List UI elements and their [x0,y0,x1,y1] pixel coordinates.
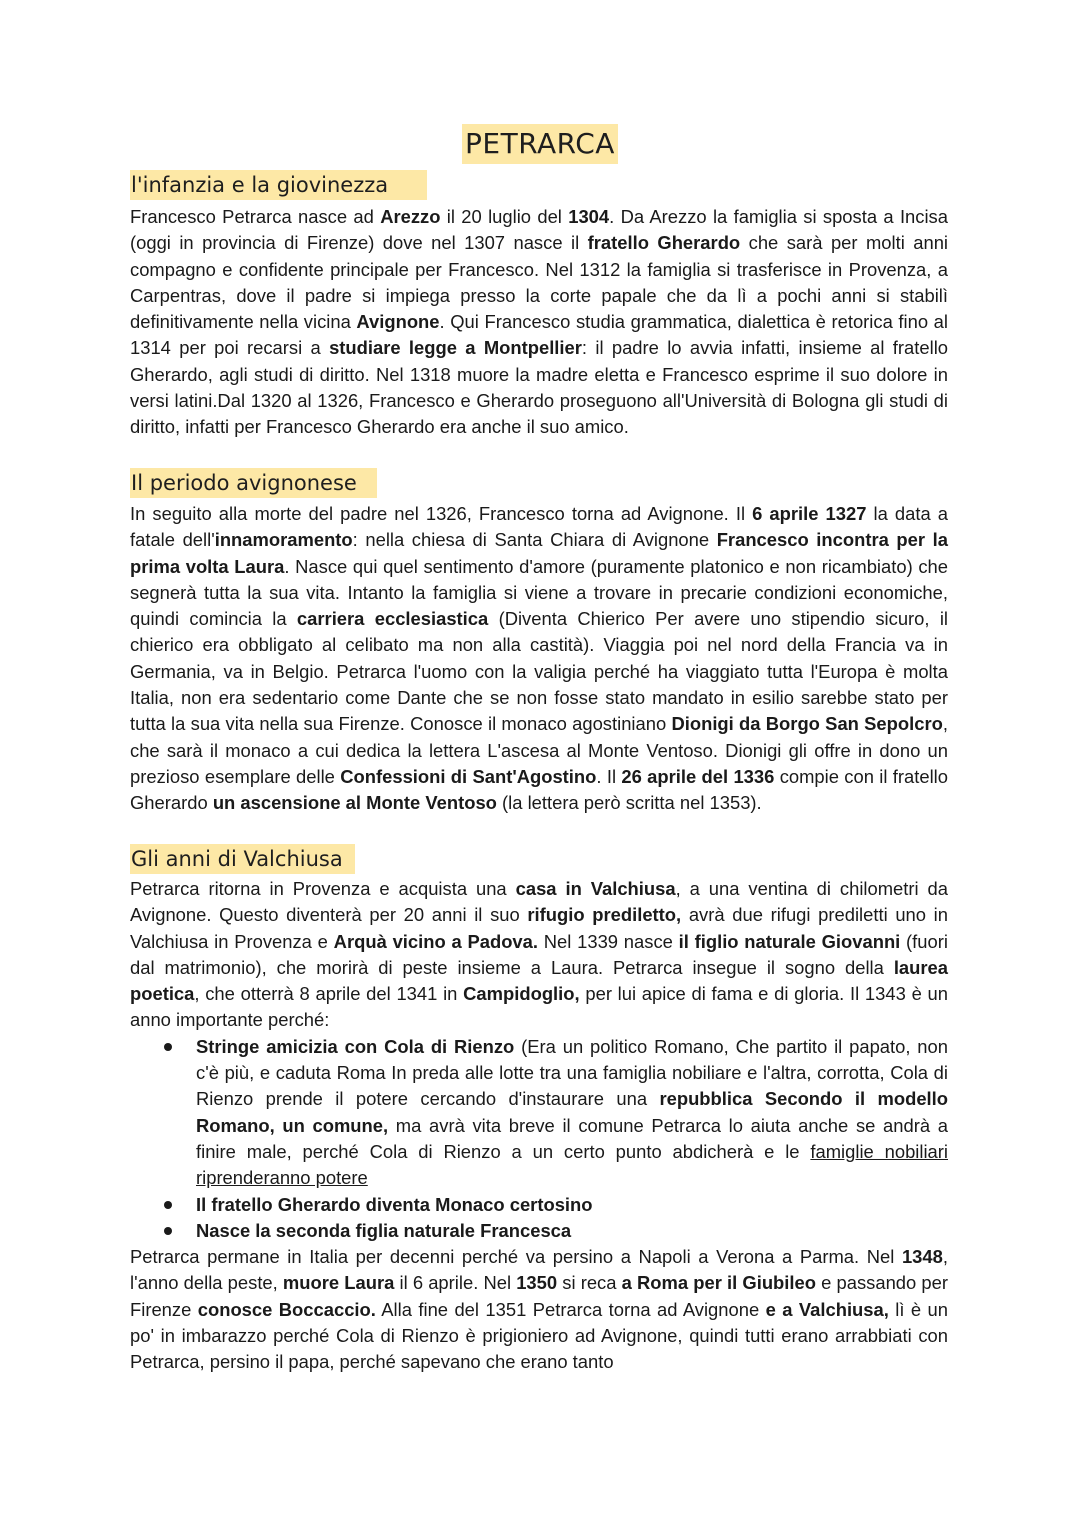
bold-text: il figlio naturale Giovanni [678,930,901,952]
bold-text: laurea poetica [130,956,948,1005]
bold-text: Francesco incontra per la prima volta Laura [130,529,948,577]
text-run: lì è un po' in imbarazzo perché Cola di Rienzo è prigioniero ad Avignone, quindi tutti erano arrabbiati con Petrarca, persino il papa, perché sapevano che erano tanto [130,1298,948,1373]
bullet-dot [164,1201,172,1209]
paragraph-infanzia [130,204,948,441]
bold-text: 1350 [516,1272,558,1294]
bullet-item [130,1218,948,1244]
bold-text: innamoramento [214,529,353,551]
text-run: , l'anno della peste, [130,1246,948,1294]
bold-text: Confessioni di Sant'Agostino [340,765,597,787]
bold-text: Avignone [356,311,440,333]
bold-text: carriera ecclesiastica [296,608,489,630]
bullet-text [196,1220,571,1241]
text-run: per lui apice di fama e di gloria. Il 1343 è un anno importante perché: [130,983,948,1031]
page-title: PETRARCA [462,124,618,164]
text-run: Alla fine del 1351 Petrarca torna ad Avignone [375,1298,766,1320]
text-run: Petrarca permane in Italia per decenni perché va persino a Napoli a Verona a Parma. Nel [130,1246,902,1268]
paragraph-valchiusa-continued [130,1244,948,1375]
bullet-text [196,1036,948,1188]
text-run: , che otterrà 8 aprile del 1341 in [194,983,464,1005]
bold-text: repubblica Secondo il modello Romano, un comune, [196,1088,949,1136]
text-run: . Qui Francesco studia grammatica, dialettica è retorica fino al 1314 per poi recarsi a [130,311,948,359]
text-run: . Il [596,765,622,787]
text-run: si reca [557,1272,622,1294]
text-run: : il padre lo avvia infatti, insieme al fratello Gherardo, agli studi di diritto. Nel 1318 muore la madre eletta e Francesco esprime il suo dolore in versi latini.Dal 1320 al 1326, Francesco e Gherardo proseguono all'Università di Bologna gli studi di diritto, infatti per Francesco Gherardo era anche il suo amico. [130,337,949,438]
text-run: In seguito alla morte del padre nel 1326, Francesco torna ad Avignone. Il [130,503,753,524]
bold-text: casa in Valchiusa [515,878,676,899]
bold-text: a Roma per il Giubileo [621,1272,816,1294]
bullet-list-1343 [130,1034,948,1244]
text-run: Francesco Petrarca nasce ad [130,206,381,227]
text-run: ma avrà vita breve il comune Petrarca lo aiuta anche se andrà a finire male, perché Cola di Rienzo a un certo punto abdicherà e le [196,1114,948,1162]
text-run: (la lettera però scritta nel 1353). [496,792,762,814]
underlined-text: famiglie nobiliari riprenderanno potere [196,1140,948,1189]
bold-text: fratello Gherardo [587,232,741,254]
bold-text: Stringe amicizia con Cola di Rienzo [196,1035,515,1057]
text-run: e passando per Firenze [130,1272,948,1320]
bold-text: 1304 [568,206,610,227]
paragraph-valchiusa [130,876,948,1034]
paragraph-avignonese [130,501,948,817]
text-run: (Diventa Chierico Per avere uno stipendio sicuro, il chierico era obbligato al celibato ma non alla castità). Viaggia poi nel nord della Francia va in Germania, va in Belgio. Petrarca l'uomo con la valigia perché ha viaggiato tutta l'Europa è molta Italia, non era sedentario come Dante che se non fosse stato mandato in esilio sarebbe stato per tutta la sua vita nella sua Firenze. Conosce il monaco agostiniano [130,608,948,735]
bullet-item [130,1034,948,1192]
text-run: il 6 aprile. Nel [394,1272,517,1294]
text-run: (fuori dal matrimonio), che morirà di peste insieme a Laura. Petrarca insegue il sogno della [130,930,948,978]
bold-text: Dionigi da Borgo San Sepolcro [671,713,943,735]
bold-text: Nasce la seconda figlia naturale Francesca [196,1219,572,1241]
text-run: . Nasce qui quel sentimento d'amore (puramente platonico e non ricambiato) che segnerà tutta la sua vita. Intanto la famiglia si viene a trovare in precarie condizioni economiche, quindi comincia la [130,555,948,630]
section-heading-infanzia: l'infanzia e la giovinezza [130,170,427,200]
bullet-dot [164,1227,172,1235]
section-heading-valchiusa: Gli anni di Valchiusa [130,844,355,874]
bullet-text [196,1194,593,1215]
section-heading-avignonese: Il periodo avignonese [130,468,377,498]
bullet-dot [164,1043,172,1051]
bullet-item [130,1192,948,1218]
text-run: Petrarca ritorna in Provenza e acquista una [130,878,516,899]
text-run: (Era un politico Romano, Che partito il papato, non c'è più, e caduta Roma In preda alle lotte tra una famiglia nobiliare e l'altra, corrotta, Cola di Rienzo prende il potere cercando d'instaurare una [196,1035,948,1110]
bold-text: e a Valchiusa, [765,1298,889,1320]
bold-text: 6 aprile 1327 [752,503,867,524]
section-valchiusa-body [130,876,948,1376]
text-run: compie con il fratello Gherardo [130,765,948,814]
text-run: la data a fatale dell' [130,503,948,551]
bold-text: 1348 [901,1246,943,1268]
text-run: : nella chiesa di Santa Chiara di Avignone [352,529,717,551]
text-run: il 20 luglio del [440,206,569,227]
bold-text: studiare legge a Montpellier [329,337,582,359]
text-run: . Da Arezzo la famiglia si sposta a Incisa (oggi in provincia di Firenze) dove nel 1307 nasce il [130,206,948,254]
bold-text: un ascensione al Monte Ventoso [212,792,497,814]
bold-text: rifugio prediletto, [527,904,682,926]
text-run: che sarà per molti anni compagno e confidente principale per Francesco. Nel 1312 la famiglia si trasferisce in Provenza, a Carpentras, dove il padre si impiega presso la corte papale che da lì a pochi anni si stabilì definitivamente nella vicina [130,232,949,333]
bold-text: muore Laura [282,1272,395,1294]
bold-text: conosce Boccaccio. [197,1298,376,1320]
bold-text: 26 aprile del 1336 [621,765,775,787]
text-run: Nel 1339 nasce [538,930,679,952]
bold-text: Il fratello Gherardo diventa Monaco certosino [196,1193,593,1215]
bold-text: Arezzo [380,206,441,227]
bold-text: Arquà vicino a Padova. [333,930,538,952]
text-run: avrà due rifugi prediletti uno in Valchiusa in Provenza e [130,904,948,952]
text-run: , che sarà il monaco a cui dedica la lettera L'ascesa al Monte Ventoso. Dionigi gli offre in dono un prezioso esemplare delle [130,713,948,787]
text-run: , a una ventina di chilometri da Avignone. Questo diventerà per 20 anni il suo [130,878,948,926]
bold-text: Campidoglio, [463,983,580,1005]
